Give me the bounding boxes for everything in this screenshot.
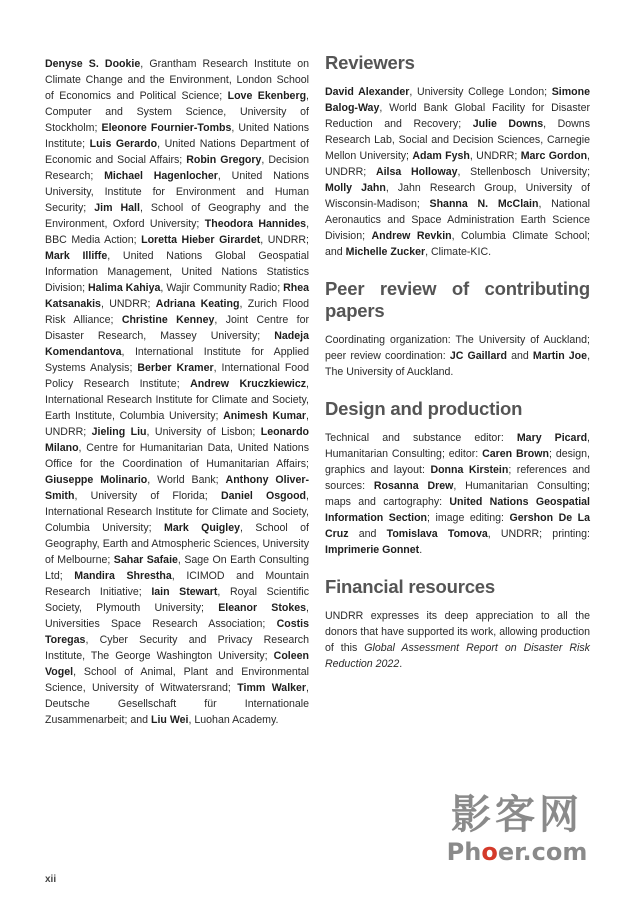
person-affiliation: , United Nations Global Geospatial Information Management, United Nations Statistics Division;: [45, 250, 309, 294]
person-name: Andrew Kruczkiewicz: [190, 378, 307, 390]
credit-role: Technical and substance editor:: [325, 432, 517, 444]
watermark-text-part: o: [481, 838, 498, 866]
reviewers-section: [325, 52, 590, 260]
watermark-chinese-text: 影客网: [451, 792, 583, 838]
person-name: Giuseppe Molinario: [45, 474, 148, 486]
person-affiliation: , Sage On Earth Consulting Ltd;: [45, 554, 309, 582]
right-column: [325, 52, 590, 690]
person-affiliation: , International Food Policy Research Institute;: [45, 362, 309, 390]
credit-role: .: [419, 544, 423, 556]
person-affiliation: , University College London;: [409, 86, 552, 98]
credit-name: Rosanna Drew: [373, 480, 454, 492]
watermark-latin-text: [447, 838, 588, 866]
person-name: Berber Kramer: [137, 362, 214, 374]
person-affiliation: , School of Geography, Earth and Atmospheric Sciences, University of Melbourne;: [45, 522, 309, 566]
watermark-text-part: er.com: [497, 838, 588, 866]
person-name: Mark Quigley: [164, 522, 241, 534]
person-name: Jim Hall: [94, 202, 140, 214]
credit-name: Donna Kirstein: [430, 464, 509, 476]
person-name: Adam Fysh: [412, 150, 470, 162]
person-name: Jieling Liu: [91, 426, 147, 438]
person-name: Anthony Oliver-Smith: [45, 474, 309, 502]
person-name: Mandira Shrestha: [74, 570, 172, 582]
financial-body: UNDRR expresses its deep appreciation to all the donors that have supported its work, allowing production of this: [325, 610, 590, 654]
reviewers-heading: Reviewers: [325, 52, 415, 73]
credit-name: United Nations Geospatial Information Section: [325, 496, 590, 524]
watermark-logo: [432, 788, 602, 866]
person-name: Rhea Katsanakis: [45, 282, 309, 310]
page-number: xii: [45, 874, 57, 885]
person-name: David Alexander: [325, 86, 410, 98]
person-affiliation: , UNDRR;: [100, 298, 156, 310]
person-affiliation: , Zurich Flood Risk Alliance;: [45, 298, 310, 326]
person-affiliation: , BBC Media Action;: [45, 218, 310, 246]
contributors-column: [45, 56, 309, 728]
person-name: Daniel Osgood: [220, 490, 307, 502]
person-name: Adriana Keating: [155, 298, 240, 310]
person-affiliation: , UNDRR;: [45, 410, 309, 438]
person-name: Luis Gerardo: [89, 138, 158, 150]
person-affiliation: , United Nations Institute;: [45, 122, 310, 150]
person-affiliation: , Jahn Research Group, University of Wisconsin-Madison;: [325, 182, 590, 210]
person-affiliation: , ICIMOD and Mountain Research Initiative;: [45, 570, 309, 598]
peer-review-heading: Peer review of contributing papers: [325, 278, 590, 321]
person-affiliation: , Universities Space Research Association;: [45, 602, 309, 630]
credit-name: Mary Picard: [516, 432, 588, 444]
person-affiliation: , Grantham Research Institute on Climate Change and the Environment, London School of Economics and Political Science;: [45, 58, 310, 102]
person-affiliation: , Centre for Humanitarian Data, United Nations Office for the Coordination of Humanitarian Affairs;: [45, 442, 309, 470]
person-affiliation: , Cyber Security and Privacy Research Institute, The George Washington University;: [45, 634, 309, 662]
person-affiliation: , National Aeronautics and Space Administration Earth Science Division;: [325, 198, 590, 242]
peer-review-section: [325, 278, 590, 380]
person-name: Animesh Kumar: [223, 410, 307, 422]
credit-name: Gershon De La Cruz: [325, 512, 590, 540]
credit-role: , Humanitarian Consulting; editor:: [325, 432, 590, 460]
person-name: Simone Balog-Way: [325, 86, 590, 114]
person-affiliation: , University of Lisbon;: [146, 426, 261, 438]
design-heading: Design and production: [325, 398, 523, 419]
credit-role: ; design, graphics and layout:: [325, 448, 590, 476]
person-affiliation: , UNDRR;: [325, 150, 590, 178]
person-name: Eleonore Fournier-Tombs: [101, 122, 232, 134]
person-affiliation: , Wajir Community Radio;: [160, 282, 284, 294]
person-name: Theodora Hannides: [204, 218, 307, 230]
person-affiliation: , International Research Institute for Climate and Society, Columbia University;: [45, 490, 309, 534]
person-name: Coleen Vogel: [45, 650, 309, 678]
person-name: Shanna N. McClain: [429, 198, 539, 210]
watermark-graphic: [432, 788, 602, 866]
person-name: Denyse S. Dookie: [45, 58, 141, 70]
contributors-list: [45, 56, 309, 728]
person-affiliation: , International Institute for Applied Systems Analysis;: [45, 346, 309, 374]
person-affiliation: , Downs Research Lab, Social and Decision Sciences, Carnegie Mellon University;: [325, 118, 590, 162]
person-affiliation: , Computer and System Science, University of Stockholm;: [45, 90, 309, 134]
person-affiliation: , Joint Centre for Disaster Research, Massey University;: [45, 314, 309, 342]
person-name: Christine Kenney: [121, 314, 215, 326]
person-name: Robin Gregory: [186, 154, 262, 166]
peer-review-name: JC Gaillard: [449, 350, 507, 362]
report-title: Global Assessment Report on Disaster Risk Reduction 2022: [325, 642, 590, 670]
person-affiliation: , UNDRR;: [260, 234, 309, 246]
person-name: Iain Stewart: [151, 586, 218, 598]
person-affiliation: , Deutsche Gesellschaft für Internationale Zusammenarbeit; and: [45, 682, 309, 726]
person-affiliation: , Climate-KIC.: [425, 246, 492, 258]
person-name: Michael Hagenlocher: [104, 170, 218, 182]
reviewers-list: [325, 84, 590, 260]
credit-role: ; references and sources:: [325, 464, 591, 492]
person-affiliation: , Stellenbosch University;: [457, 166, 591, 178]
person-affiliation: , University of Florida;: [74, 490, 221, 502]
peer-review-affiliation: , The University of Auckland.: [325, 350, 591, 378]
person-name: Love Ekenberg: [227, 90, 307, 102]
financial-section: [325, 576, 590, 672]
person-name: Marc Gordon: [520, 150, 588, 162]
financial-end: .: [399, 658, 403, 670]
person-affiliation: , United Nations Department of Economic and Social Affairs;: [45, 138, 309, 166]
person-name: Eleanor Stokes: [218, 602, 307, 614]
credit-role: ; image editing:: [427, 512, 510, 524]
person-affiliation: , World Bank;: [147, 474, 226, 486]
credit-role: , Humanitarian Consulting; maps and cartography:: [325, 480, 590, 508]
design-section: [325, 398, 590, 558]
financial-text: [325, 608, 590, 672]
person-affiliation: , Luohan Academy.: [188, 714, 279, 726]
person-affiliation: , Decision Research;: [45, 154, 309, 182]
credit-name: Caren Brown: [482, 448, 549, 460]
credit-name: Tomislava Tomova: [386, 528, 488, 540]
person-name: Halima Kahiya: [87, 282, 161, 294]
person-name: Liu Wei: [151, 714, 189, 726]
credit-name: Imprimerie Gonnet: [325, 544, 420, 556]
person-affiliation: , Royal Scientific Society, Plymouth University;: [45, 586, 309, 614]
watermark-text-part: Ph: [446, 838, 482, 866]
person-affiliation: , World Bank Global Facility for Disaster Reduction and Recovery;: [325, 102, 590, 130]
peer-review-intro: Coordinating organization: The University of Auckland; peer review coordination:: [325, 334, 590, 362]
person-name: Ailsa Holloway: [375, 166, 458, 178]
person-name: Costis Toregas: [45, 618, 309, 646]
person-affiliation: , School of Animal, Plant and Environmental Science, University of Witwatersrand;: [45, 666, 309, 694]
credit-role: , UNDRR; printing:: [487, 528, 590, 540]
credit-role: and: [348, 528, 387, 540]
person-name: Loretta Hieber Girardet: [141, 234, 261, 246]
person-name: Michelle Zucker: [345, 246, 426, 258]
peer-review-joiner: and: [506, 350, 533, 362]
person-name: Leonardo Milano: [45, 426, 310, 454]
person-name: Julie Downs: [472, 118, 544, 130]
person-name: Molly Jahn: [325, 182, 386, 194]
person-name: Mark Illiffe: [45, 250, 108, 262]
person-affiliation: , Columbia Climate School; and: [325, 230, 590, 258]
person-affiliation: , United Nations University, Institute for Environment and Human Security;: [45, 170, 310, 214]
peer-review-text: [325, 332, 590, 380]
design-text: [325, 430, 590, 558]
person-affiliation: , School of Geography and the Environment, Oxford University;: [45, 202, 309, 230]
person-affiliation: , International Research Institute for Climate and Society, Earth Institute, Columbia University;: [45, 378, 309, 422]
person-name: Sahar Safaie: [113, 554, 178, 566]
financial-heading: Financial resources: [325, 576, 495, 597]
peer-review-name: Martin Joe: [532, 350, 588, 362]
person-name: Nadeja Komendantova: [45, 330, 309, 358]
person-name: Andrew Revkin: [371, 230, 452, 242]
person-affiliation: , UNDRR;: [469, 150, 521, 162]
person-name: Timm Walker: [237, 682, 307, 694]
